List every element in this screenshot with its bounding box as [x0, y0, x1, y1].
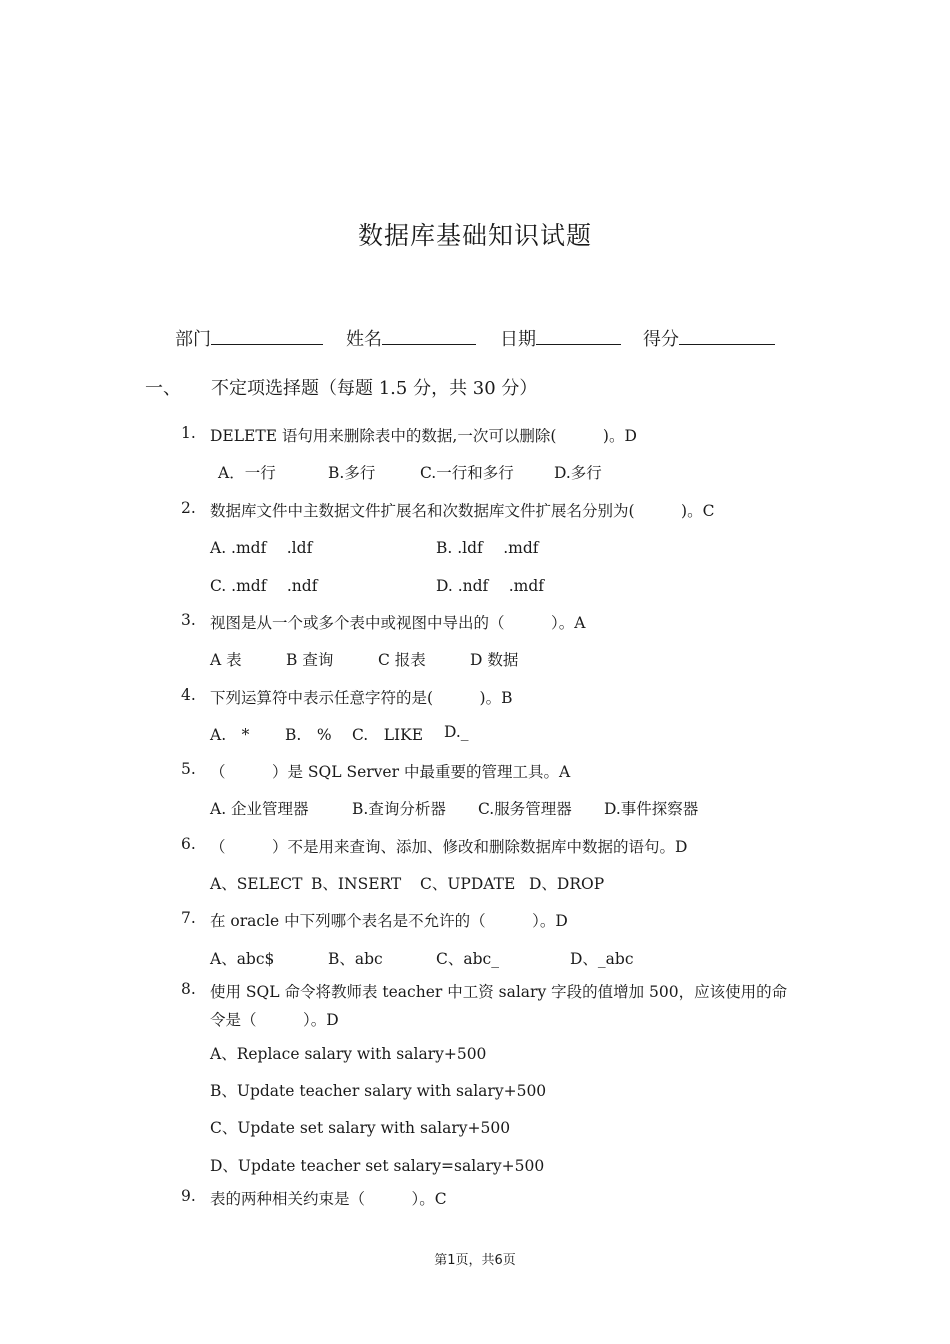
- option: B. .ldf .mdf: [436, 539, 539, 557]
- option: B、Update teacher salary with salary+500: [210, 1082, 547, 1100]
- option: A、SELECT: [210, 875, 303, 893]
- option: D、DROP: [529, 875, 605, 893]
- option: C. LIKE: [352, 726, 424, 744]
- score-label: 得分: [643, 329, 679, 350]
- option: D. .ndf .mdf: [436, 577, 545, 595]
- option: A、Replace salary with salary+500: [210, 1045, 487, 1063]
- option: B.多行: [328, 464, 376, 482]
- option: D、Update teacher set salary=salary+500: [210, 1157, 545, 1175]
- question-number: 4.: [181, 686, 196, 704]
- option: D.事件探察器: [604, 800, 699, 818]
- option: C、abc_: [436, 950, 499, 968]
- score-field: [643, 325, 775, 351]
- section-number: 一、: [145, 378, 181, 399]
- option: D 数据: [470, 651, 519, 669]
- question-text: 使用 SQL 命令将教师表 teacher 中工资 salary 字段的值增加 500，应该使用的命: [210, 983, 788, 1001]
- option: A. 企业管理器: [210, 800, 309, 818]
- page-footer: 第1页，共6页: [434, 1253, 516, 1268]
- question-number: 2.: [181, 499, 196, 517]
- option: B.查询分析器: [352, 800, 446, 818]
- question-number: 3.: [181, 611, 196, 629]
- dept-label: 部门: [175, 329, 211, 350]
- option: C、Update set salary with salary+500: [210, 1119, 511, 1137]
- section-title: 不定项选择题（每题 1.5 分，共 30 分）: [211, 378, 538, 399]
- page-title: 数据库基础知识试题: [357, 221, 592, 250]
- option: D、_abc: [570, 950, 634, 968]
- question-number: 8.: [181, 980, 196, 998]
- question-number: 7.: [181, 909, 196, 927]
- date-label: 日期: [500, 329, 536, 350]
- option: B 查询: [286, 651, 334, 669]
- question-text: 表的两种相关约束是（ ）。C: [210, 1190, 447, 1208]
- date-field: [500, 325, 621, 351]
- name-label: 姓名: [346, 329, 382, 350]
- option: C 报表: [378, 651, 426, 669]
- question-text: （ ）是 SQL Server 中最重要的管理工具。A: [210, 763, 571, 781]
- question-number: 6.: [181, 835, 196, 853]
- option: C. .mdf .ndf: [210, 577, 318, 595]
- dept-blank[interactable]: [211, 326, 323, 345]
- score-blank[interactable]: [679, 326, 775, 345]
- question-text-continued: 令是（ ）。D: [210, 1011, 339, 1029]
- dept-field: [175, 325, 323, 351]
- option: C.一行和多行: [420, 464, 514, 482]
- option: C.服务管理器: [478, 800, 572, 818]
- question-number: 1.: [181, 424, 196, 442]
- question-text: （ ）不是用来查询、添加、修改和删除数据库中数据的语句。D: [210, 838, 688, 856]
- question-text: 在 oracle 中下列哪个表名是不允许的（ ）。D: [210, 912, 568, 930]
- option: A．一行: [218, 464, 276, 482]
- option: B、INSERT: [311, 875, 402, 893]
- option: C、UPDATE: [420, 875, 516, 893]
- date-blank[interactable]: [536, 326, 621, 345]
- option: A 表: [210, 651, 242, 669]
- option: A、abc$: [210, 950, 275, 968]
- option: D.多行: [554, 464, 602, 482]
- name-field: [346, 325, 476, 351]
- question-number: 9.: [181, 1187, 196, 1205]
- question-number: 5.: [181, 760, 196, 778]
- question-text: 视图是从一个或多个表中或视图中导出的（ ）。A: [210, 614, 586, 632]
- option: D._: [444, 723, 469, 741]
- option: B. %: [285, 726, 332, 744]
- question-text: DELETE 语句用来删除表中的数据,一次可以删除( )。D: [210, 427, 637, 445]
- question-text: 数据库文件中主数据文件扩展名和次数据库文件扩展名分别为( )。C: [210, 502, 715, 520]
- option: A. *: [210, 726, 250, 744]
- option: B、abc: [328, 950, 383, 968]
- question-text: 下列运算符中表示任意字符的是( )。B: [210, 689, 513, 707]
- option: A. .mdf .ldf: [210, 539, 313, 557]
- name-blank[interactable]: [382, 326, 476, 345]
